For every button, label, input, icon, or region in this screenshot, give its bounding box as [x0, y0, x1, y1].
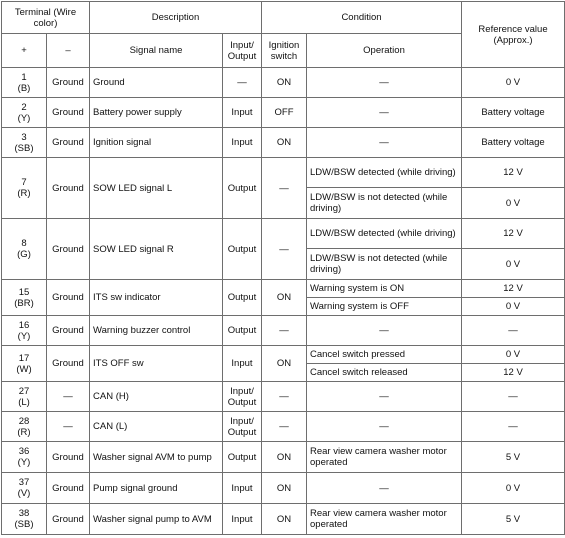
reference-value-cell: 12 V	[462, 280, 565, 298]
terminal-number: 2	[21, 101, 27, 113]
wire-color: (B)	[17, 82, 31, 94]
table-row	[2, 158, 565, 188]
operation-cell: LDW/BSW detected (while driving)	[307, 158, 462, 188]
operation-cell: LDW/BSW is not detected (while driving)	[307, 188, 462, 219]
operation-cell: —	[307, 412, 462, 442]
wire-color: (Y)	[17, 112, 31, 124]
signal-name-cell: ITS OFF sw	[90, 346, 223, 382]
signal-name-cell: ITS sw indicator	[90, 280, 223, 316]
operation-cell: Cancel switch pressed	[307, 346, 462, 364]
signal-name-cell: CAN (L)	[90, 412, 223, 442]
input-output-cell: Output	[223, 219, 262, 280]
terminal-plus-cell	[2, 158, 47, 219]
operation-cell: —	[307, 98, 462, 128]
ignition-switch-cell: ON	[262, 442, 307, 473]
input-output-cell: Output	[223, 442, 262, 473]
operation-cell: Rear view camera washer motor operated	[307, 504, 462, 535]
table-row	[2, 98, 565, 128]
terminal-number: 37	[18, 477, 30, 488]
operation-cell: Warning system is OFF	[307, 298, 462, 316]
table-row	[2, 412, 565, 442]
terminal-plus-cell	[2, 382, 47, 412]
input-output-cell: Output	[223, 280, 262, 316]
input-output-cell: Input	[223, 98, 262, 128]
signal-name-cell: Pump signal ground	[90, 473, 223, 504]
ignition-switch-cell: —	[262, 219, 307, 280]
terminal-plus-cell	[2, 128, 47, 158]
input-output-cell: Input	[223, 128, 262, 158]
table-row	[2, 68, 565, 98]
input-output-cell: Input/ Output	[223, 412, 262, 442]
ignition-switch-cell: ON	[262, 473, 307, 504]
signal-name-cell: Ignition signal	[90, 128, 223, 158]
ignition-switch-header: Ignition switch	[262, 34, 307, 68]
wire-color: (V)	[17, 488, 31, 499]
terminal-header: Terminal (Wire color)	[2, 2, 90, 34]
terminal-minus-cell: Ground	[47, 442, 90, 473]
wire-color: (G)	[17, 249, 31, 260]
terminal-minus-cell: Ground	[47, 219, 90, 280]
signal-name-cell: Washer signal pump to AVM	[90, 504, 223, 535]
terminal-minus-cell: —	[47, 382, 90, 412]
ignition-switch-cell: ON	[262, 346, 307, 382]
reference-value-header: Reference value (Approx.)	[462, 2, 565, 68]
operation-cell: —	[307, 128, 462, 158]
input-output-cell: Output	[223, 316, 262, 346]
wire-color: (Y)	[17, 457, 31, 468]
table-row	[2, 316, 565, 346]
terminal-plus-cell	[2, 316, 47, 346]
terminal-number: 27	[18, 385, 30, 397]
operation-cell: Cancel switch released	[307, 364, 462, 382]
terminal-number: 16	[18, 319, 30, 331]
signal-name-cell: Warning buzzer control	[90, 316, 223, 346]
terminal-minus-cell: Ground	[47, 158, 90, 219]
terminal-plus-cell	[2, 280, 47, 316]
ignition-switch-cell: ON	[262, 68, 307, 98]
operation-cell: LDW/BSW detected (while driving)	[307, 219, 462, 249]
terminal-minus-cell: Ground	[47, 504, 90, 535]
terminal-number: 1	[21, 71, 27, 83]
terminal-minus-cell: Ground	[47, 128, 90, 158]
wire-color: (BR)	[14, 297, 34, 309]
reference-value-cell: 0 V	[462, 68, 565, 98]
terminal-number: 3	[21, 131, 27, 143]
input-output-cell: —	[223, 68, 262, 98]
wire-color: (W)	[16, 363, 32, 375]
signal-name-cell: SOW LED signal L	[90, 158, 223, 219]
terminal-minus-cell: Ground	[47, 316, 90, 346]
terminal-minus-cell: —	[47, 412, 90, 442]
reference-value-cell: 12 V	[462, 158, 565, 188]
table-row	[2, 382, 565, 412]
input-output-cell: Input	[223, 504, 262, 535]
terminal-plus-cell	[2, 473, 47, 504]
terminal-plus-cell	[2, 346, 47, 382]
ignition-switch-cell: —	[262, 316, 307, 346]
terminal-minus-cell: Ground	[47, 280, 90, 316]
operation-cell: LDW/BSW is not detected (while driving)	[307, 249, 462, 280]
terminal-number: 17	[18, 352, 30, 364]
wire-color: (R)	[17, 188, 31, 199]
reference-value-cell: —	[462, 382, 565, 412]
reference-value-cell: Battery voltage	[462, 128, 565, 158]
table-row	[2, 280, 565, 298]
table-row	[2, 504, 565, 535]
ignition-switch-cell: ON	[262, 280, 307, 316]
signal-name-cell: Ground	[90, 68, 223, 98]
wire-color: (SB)	[14, 142, 34, 154]
wire-color: (Y)	[17, 330, 31, 342]
reference-value-cell: —	[462, 316, 565, 346]
ignition-switch-cell: ON	[262, 504, 307, 535]
operation-cell: —	[307, 473, 462, 504]
table-body	[2, 68, 565, 535]
terminal-number: 8	[21, 238, 27, 249]
input-output-cell: Input	[223, 346, 262, 382]
signal-name-cell: CAN (H)	[90, 382, 223, 412]
terminal-number: 7	[21, 177, 27, 188]
input-output-header: Input/ Output	[223, 34, 262, 68]
operation-cell: —	[307, 382, 462, 412]
description-header: Description	[90, 2, 262, 34]
terminal-minus-cell: Ground	[47, 98, 90, 128]
plus-header: +	[2, 34, 47, 68]
reference-value-cell: 0 V	[462, 188, 565, 219]
reference-value-cell: 5 V	[462, 504, 565, 535]
terminal-number: 28	[18, 415, 30, 427]
terminal-plus-cell	[2, 442, 47, 473]
terminal-number: 38	[18, 508, 30, 519]
reference-value-cell: 0 V	[462, 473, 565, 504]
ignition-switch-cell: —	[262, 158, 307, 219]
reference-value-cell: 12 V	[462, 364, 565, 382]
reference-value-cell: 5 V	[462, 442, 565, 473]
wire-color: (R)	[17, 426, 31, 438]
input-output-cell: Output	[223, 158, 262, 219]
ignition-switch-cell: OFF	[262, 98, 307, 128]
input-output-cell: Input	[223, 473, 262, 504]
reference-value-cell: 0 V	[462, 249, 565, 280]
input-output-cell: Input/ Output	[223, 382, 262, 412]
table-row	[2, 346, 565, 364]
terminal-number: 36	[18, 446, 30, 457]
wire-color: (L)	[18, 396, 30, 408]
terminal-minus-cell: Ground	[47, 68, 90, 98]
operation-cell: Rear view camera washer motor operated	[307, 442, 462, 473]
condition-header: Condition	[262, 2, 462, 34]
terminal-number: 15	[18, 286, 30, 298]
reference-value-cell: 0 V	[462, 298, 565, 316]
signal-name-cell: SOW LED signal R	[90, 219, 223, 280]
terminal-plus-cell	[2, 504, 47, 535]
signal-name-header: Signal name	[90, 34, 223, 68]
operation-cell: —	[307, 68, 462, 98]
terminal-minus-cell: Ground	[47, 473, 90, 504]
terminal-plus-cell	[2, 412, 47, 442]
table-row	[2, 473, 565, 504]
signal-name-cell: Battery power supply	[90, 98, 223, 128]
reference-value-cell: Battery voltage	[462, 98, 565, 128]
reference-value-cell: 0 V	[462, 346, 565, 364]
ignition-switch-cell: ON	[262, 128, 307, 158]
table-row	[2, 442, 565, 473]
wire-color: (SB)	[14, 519, 34, 530]
terminal-table	[1, 1, 565, 535]
table-row	[2, 128, 565, 158]
reference-value-cell: —	[462, 412, 565, 442]
terminal-minus-cell: Ground	[47, 346, 90, 382]
terminal-plus-cell	[2, 68, 47, 98]
operation-header: Operation	[307, 34, 462, 68]
reference-value-cell: 12 V	[462, 219, 565, 249]
ignition-switch-cell: —	[262, 412, 307, 442]
operation-cell: —	[307, 316, 462, 346]
minus-header: –	[47, 34, 90, 68]
operation-cell: Warning system is ON	[307, 280, 462, 298]
terminal-plus-cell	[2, 98, 47, 128]
terminal-plus-cell	[2, 219, 47, 280]
signal-name-cell: Washer signal AVM to pump	[90, 442, 223, 473]
ignition-switch-cell: —	[262, 382, 307, 412]
table-row	[2, 219, 565, 249]
